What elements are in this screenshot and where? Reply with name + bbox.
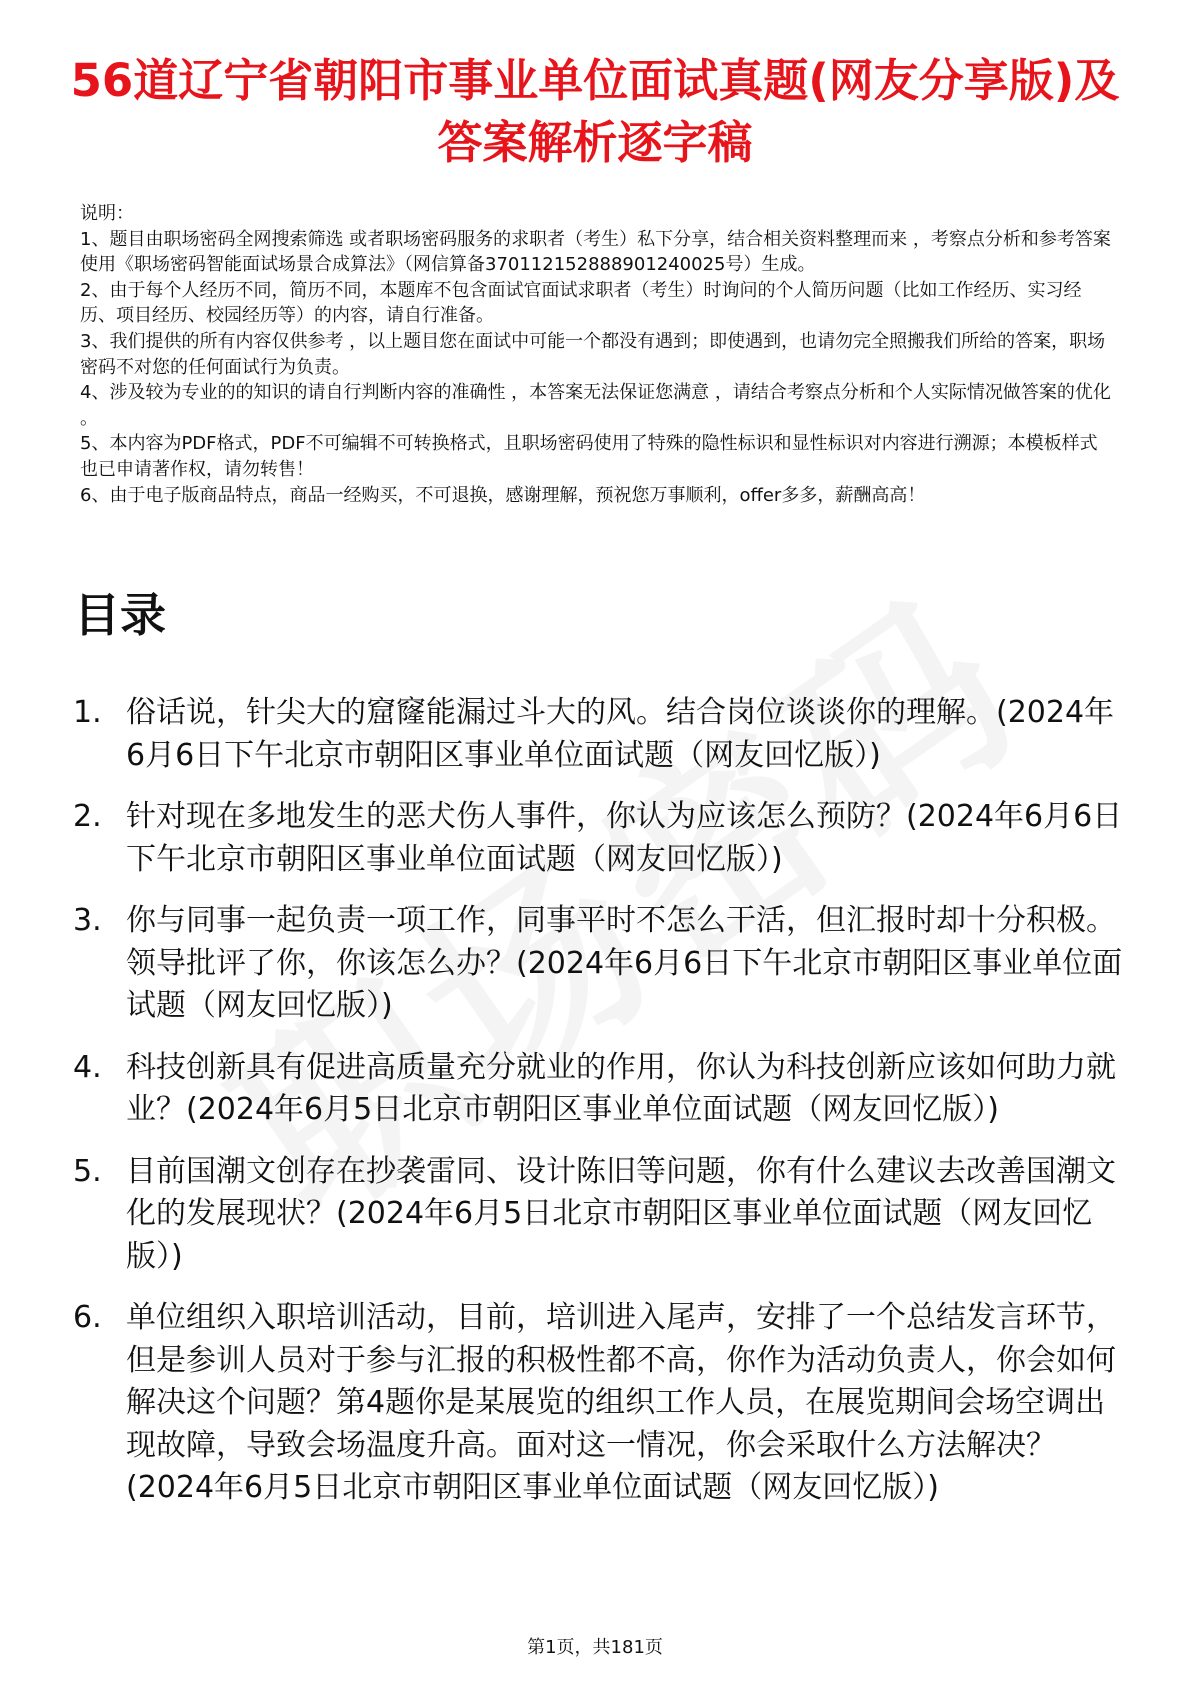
notes-section xyxy=(80,201,1115,508)
toc-item-3[interactable] xyxy=(0,900,1190,1028)
toc-item-4[interactable] xyxy=(0,1047,1190,1132)
toc-item-number: 4. xyxy=(73,1049,102,1085)
note-item: 1、题目由职场密码全网搜索筛选 或者职场密码服务的求职者（考生）私下分享，结合相关资料整理而来 ，考察点分析和参考答案使用《职场密码智能面试场景合成算法》（网信算备370112152888901240025号）生成。 xyxy=(80,228,1111,276)
toc-item-text[interactable]: 针对现在多地发生的恶犬伤人事件，你认为应该怎么预防？(2024年6月6日下午北京市朝阳区事业单位面试题（网友回忆版）) xyxy=(126,799,1123,877)
toc-item-1[interactable] xyxy=(0,692,1190,777)
toc-item-text[interactable]: 目前国潮文创存在抄袭雷同、设计陈旧等问题，你有什么建议去改善国潮文化的发展现状？(2024年6月5日北京市朝阳区事业单位面试题（网友回忆版）) xyxy=(126,1153,1116,1274)
toc-item-text[interactable]: 俗话说，针尖大的窟窿能漏过斗大的风。结合岗位谈谈你的理解。(2024年6月6日下午北京市朝阳区事业单位面试题（网友回忆版）) xyxy=(126,695,1115,773)
toc-item-number: 3. xyxy=(73,903,102,938)
toc-item-text[interactable]: 单位组织入职培训活动，目前，培训进入尾声，安排了一个总结发言环节，但是参训人员对于参与汇报的积极性都不高，你作为活动负责人，你会如何解决这个问题？第4题你是某展览的组织工作人员，在展览期间会场空调出现故障，导致会场温度升高。面对这一情况，你会采取什么方法解决？(2024年6月5日北京市朝阳区事业单位面试题（网友回忆版）) xyxy=(126,1300,1116,1505)
toc-item-text[interactable]: 你与同事一起负责一项工作，同事平时不怎么干活，但汇报时却十分积极。领导批评了你，你该怎么办？(2024年6月6日下午北京市朝阳区事业单位面试题（网友回忆版）) xyxy=(126,903,1123,1023)
note-item: 4、涉及较为专业的的知识的请自行判断内容的准确性 ，本答案无法保证您满意 ，请结合考察点分析和个人实际情况做答案的优化 。 xyxy=(80,382,1111,429)
toc-item-6[interactable] xyxy=(0,1297,1190,1510)
toc-list xyxy=(0,692,1190,1529)
toc-heading: 目录 xyxy=(74,588,166,642)
note-item: 5、本内容为PDF格式，PDF不可编辑不可转换格式，且职场密码使用了特殊的隐性标识和显性标识对内容进行溯源；本模板样式也已申请著作权，请勿转售！ xyxy=(80,433,1098,480)
note-item: 6、由于电子版商品特点，商品一经购买，不可退换，感谢理解，预祝您万事顺利，offer多多，薪酬高高！ xyxy=(80,484,926,506)
note-item: 3、我们提供的所有内容仅供参考 ，以上题目您在面试中可能一个都没有遇到；即使遇到，也请勿完全照搬我们所给的答案，职场密码不对您的任何面试行为负责。 xyxy=(80,330,1106,378)
toc-item-text[interactable]: 科技创新具有促进高质量充分就业的作用，你认为科技创新应该如何助力就业？(2024年6月5日北京市朝阳区事业单位面试题（网友回忆版）) xyxy=(126,1049,1116,1127)
notes-heading: 说明： xyxy=(80,203,134,224)
toc-item-number: 2. xyxy=(73,799,102,834)
page-title: 56道辽宁省朝阳市事业单位面试真题(网友分享版)及答案解析逐字稿 xyxy=(70,54,1120,169)
toc-item-number: 6. xyxy=(73,1300,102,1335)
toc-item-number: 5. xyxy=(73,1153,102,1189)
toc-item-2[interactable] xyxy=(0,796,1190,881)
toc-item-number: 1. xyxy=(73,695,102,730)
note-item: 2、由于每个人经历不同，简历不同，本题库不包含面试官面试求职者（考生）时询问的个人简历问题（比如工作经历、实习经历、项目经历、校园经历等）的内容，请自行准备。 xyxy=(80,279,1082,327)
toc-item-5[interactable] xyxy=(0,1151,1190,1279)
page-footer: 第1页，共181页 xyxy=(527,1637,663,1658)
